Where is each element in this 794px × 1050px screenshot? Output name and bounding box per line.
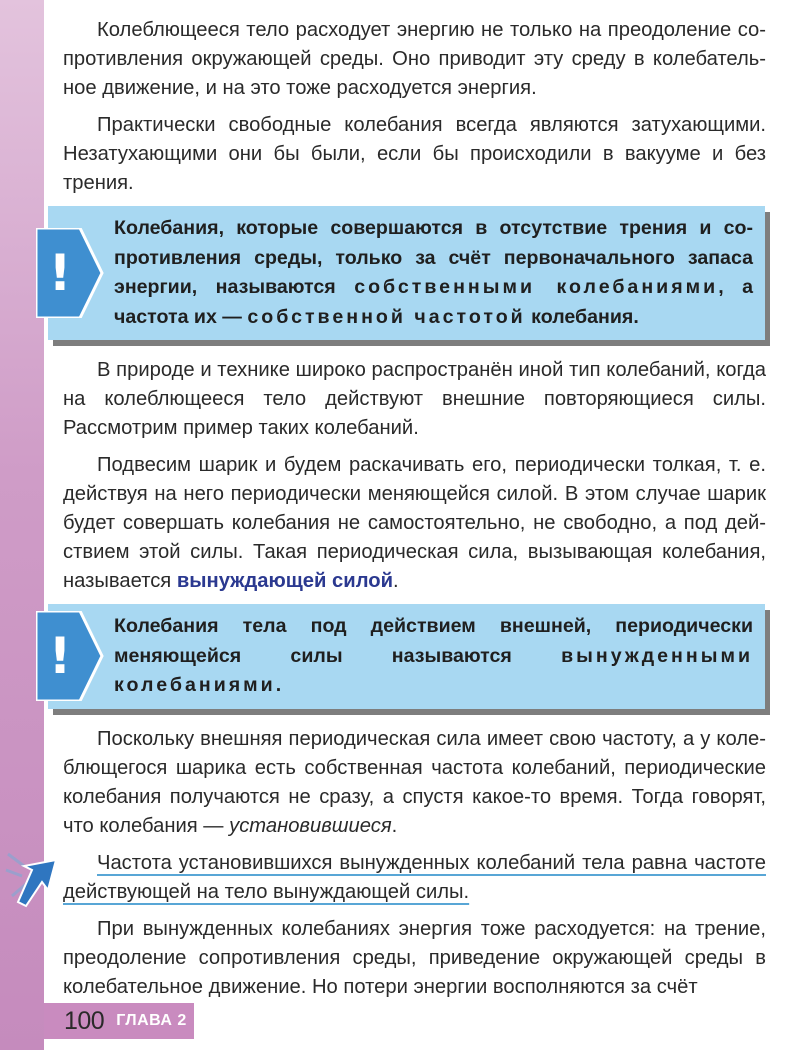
marker-glyph: !: [48, 244, 72, 302]
callout-text-part: Колебания, которые совершаются в отсутствие трения и сопротивления среды, только за счёт первоначального запаса энергии, называются: [114, 217, 753, 298]
chapter-label: ГЛАВА 2: [116, 1012, 187, 1029]
callout-text: [48, 604, 765, 709]
callout-term: собственной частотой: [247, 305, 526, 328]
callout-text-part: Колебания тела под действием внешней, периодически меняющейся силы называются: [114, 615, 753, 667]
paragraph-text: Поскольку внешняя периодическая сила имеет свою частоту, а у колеблющегося шарика есть собственная частота колебаний, периодические колебания получаются не сразу, а спустя какое-то время. Тогда говорят, что колебания —: [63, 727, 766, 837]
callout-text: [48, 206, 765, 340]
callout-text-part: колебания.: [525, 305, 639, 328]
page-number: 100: [64, 1006, 105, 1035]
page-content: [48, 16, 766, 1010]
definition-callout-natural-oscillations: [48, 206, 765, 340]
paragraph-1: Колеблющееся тело расходует энергию не только на преодоление сопротивления окружающей среды. Оно приводит эту среду в колебательное движение, и на это тоже расходуется энергия.: [63, 19, 766, 99]
paragraph-end: .: [393, 570, 399, 592]
callout-term: вынужденными колебаниями: [114, 644, 753, 696]
page-footer: [44, 1003, 194, 1039]
paragraph-7: При вынужденных колебаниях энергия тоже расходуется: на трение, преодоление сопротивления среды, приведение окружающей среды в колебательное движение. Но потери энергии восполняются за счёт: [63, 917, 766, 998]
marker-glyph: !: [48, 627, 72, 686]
paragraph-4: [63, 451, 766, 596]
callout-text-part: .: [275, 674, 282, 696]
arrow-pointer-icon: [4, 846, 62, 908]
term-steady-state: установившиеся: [229, 814, 392, 837]
paragraph-end: .: [391, 814, 398, 837]
callout-term: собственными колебаниями: [354, 276, 719, 298]
paragraph-2: Практически свободные колебания всегда являются затухающими. Незатухающими они бы были, если бы происходили в вакууме и без трения.: [63, 114, 766, 194]
key-statement-text: Частота установившихся вынужденных колебаний тела равна частоте действующей на тело вынуждающей силы.: [63, 851, 766, 903]
paragraph-text: Подвесим шарик и будем раскачивать его, периодически толкая, т. е. действуя на него периодически меняющейся силой. В этом случае шарик будет совершать колебания не самостоятельно, не свободно, а под действием этой силы. Такая периодическая сила, вызывающая колебания, называется: [63, 454, 766, 592]
definition-callout-forced-oscillations: [48, 604, 765, 709]
term-driving-force: вынуждающей силой: [176, 570, 393, 592]
key-statement: [63, 849, 766, 907]
paragraph-5: [63, 725, 766, 841]
callout-text-part: , а частота их —: [114, 276, 753, 328]
paragraph-3: В природе и технике широко распространён иной тип колебаний, когда на колеблющееся тело действуют внешние повторяющиеся силы. Рассмотрим пример таких колебаний.: [63, 359, 766, 439]
